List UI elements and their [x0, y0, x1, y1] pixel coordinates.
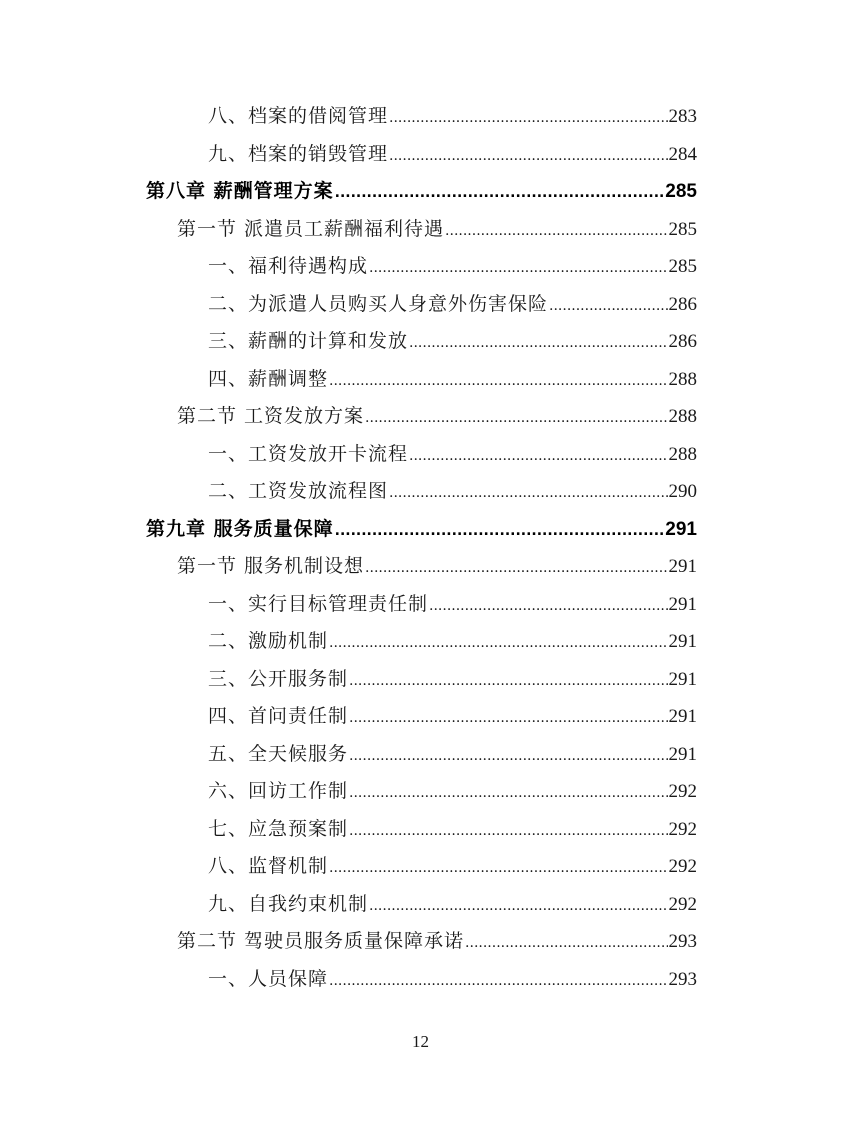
toc-leader-dots	[329, 854, 667, 882]
toc-item	[208, 290, 697, 318]
toc-label: 八、监督机制	[208, 855, 329, 877]
toc-page-number: 291	[668, 706, 697, 727]
toc-label: 第二节 工资发放方案	[177, 405, 365, 427]
toc-item	[208, 477, 697, 505]
toc-item	[208, 890, 697, 918]
toc-page-number: 285	[668, 256, 697, 277]
toc-leader-dots	[465, 929, 667, 957]
toc-page-number: 291	[668, 668, 697, 690]
toc-label: 二、工资发放流程图	[208, 480, 389, 502]
toc-page-number: 293	[668, 931, 697, 952]
toc-item	[208, 327, 697, 355]
toc-page-number: 292	[668, 781, 697, 802]
toc-page-number: 291	[668, 743, 697, 765]
toc-item	[208, 365, 697, 393]
toc-item	[208, 777, 697, 805]
toc-item	[208, 965, 697, 993]
toc-item	[208, 665, 697, 693]
toc-section	[177, 552, 697, 580]
toc-label: 五、全天候服务	[208, 742, 349, 765]
toc-label: 第九章 服务质量保障	[146, 517, 334, 540]
toc-label: 第二节 驾驶员服务质量保障承诺	[177, 930, 465, 952]
toc-page-number: 283	[668, 106, 697, 127]
toc-item	[208, 815, 697, 843]
toc-leader-dots	[409, 442, 667, 470]
toc-leader-dots	[369, 892, 667, 920]
toc-section	[177, 927, 697, 955]
toc-section	[177, 215, 697, 243]
toc-page-number: 288	[668, 406, 697, 427]
toc-label: 一、实行目标管理责任制	[208, 592, 429, 615]
toc-page-number: 293	[668, 968, 697, 990]
toc-item	[208, 702, 697, 730]
toc-leader-dots	[349, 817, 667, 845]
toc-label: 一、工资发放开卡流程	[208, 442, 409, 465]
toc-chapter	[146, 177, 697, 205]
toc-leader-dots	[389, 142, 667, 170]
toc-item	[208, 140, 697, 168]
toc-leader-dots	[409, 329, 667, 357]
toc-label: 七、应急预案制	[208, 817, 349, 840]
toc-label: 第一节 派遣员工薪酬福利待遇	[177, 217, 445, 240]
toc-leader-dots	[369, 254, 667, 282]
toc-leader-dots	[329, 967, 667, 995]
toc-leader-dots	[335, 179, 665, 207]
toc-page-number: 291	[668, 593, 697, 615]
toc-label: 三、薪酬的计算和发放	[208, 330, 409, 352]
toc-page-number: 291	[668, 631, 697, 652]
toc-item	[208, 102, 697, 130]
toc-page-number: 284	[668, 143, 697, 165]
toc-label: 四、薪酬调整	[208, 367, 329, 390]
toc-item	[208, 440, 697, 468]
toc-label: 二、激励机制	[208, 630, 329, 652]
toc-leader-dots	[349, 704, 667, 732]
toc-label: 三、公开服务制	[208, 667, 349, 690]
toc-label: 第一节 服务机制设想	[177, 555, 365, 577]
toc-label: 一、人员保障	[208, 967, 329, 990]
toc-label: 六、回访工作制	[208, 780, 349, 802]
toc-leader-dots	[349, 779, 667, 807]
toc-leader-dots	[349, 742, 667, 770]
toc-leader-dots	[365, 554, 667, 582]
toc-label: 一、福利待遇构成	[208, 255, 369, 277]
toc-page-number: 285	[668, 218, 697, 240]
toc-label: 九、档案的销毁管理	[208, 142, 389, 165]
toc-page-number: 286	[668, 293, 697, 315]
toc-item	[208, 740, 697, 768]
toc-leader-dots	[365, 404, 667, 432]
toc-page-number: 292	[668, 818, 697, 840]
page-number: 12	[412, 1032, 429, 1051]
toc-label: 第八章 薪酬管理方案	[146, 180, 334, 202]
toc-page-number: 288	[668, 443, 697, 465]
toc-leader-dots	[389, 479, 667, 507]
toc-page-number: 292	[668, 856, 697, 877]
toc-leader-dots	[349, 667, 667, 695]
toc-label: 八、档案的借阅管理	[208, 105, 389, 127]
toc-label: 二、为派遣人员购买人身意外伤害保险	[208, 292, 549, 315]
toc-page-number: 286	[668, 331, 697, 352]
toc-leader-dots	[335, 517, 665, 545]
toc-leader-dots	[329, 629, 667, 657]
toc-page-number: 290	[668, 481, 697, 502]
toc-leader-dots	[429, 592, 667, 620]
toc-item	[208, 627, 697, 655]
toc-chapter	[146, 515, 697, 543]
toc-item	[208, 590, 697, 618]
toc-page-number: 288	[668, 368, 697, 390]
toc-leader-dots	[329, 367, 667, 395]
toc-leader-dots	[445, 217, 667, 245]
toc-page-number: 292	[668, 893, 697, 915]
toc-item	[208, 252, 697, 280]
toc-page-number: 291	[668, 556, 697, 577]
toc-label: 四、首问责任制	[208, 705, 349, 727]
toc-section	[177, 402, 697, 430]
toc-page-number: 285	[665, 181, 697, 202]
toc-label: 九、自我约束机制	[208, 892, 369, 915]
toc-leader-dots	[389, 104, 667, 132]
toc-item	[208, 852, 697, 880]
toc-leader-dots	[549, 292, 667, 320]
toc-page-number: 291	[665, 518, 697, 540]
